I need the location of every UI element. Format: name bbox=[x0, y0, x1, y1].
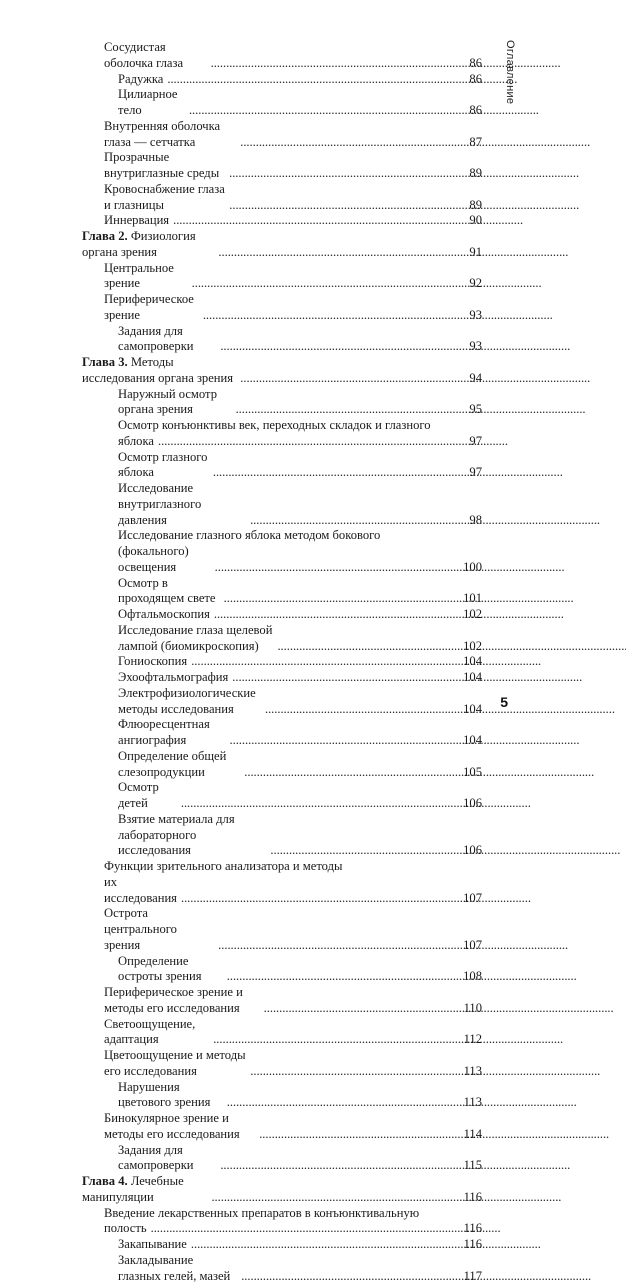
toc-page: 106 bbox=[462, 843, 482, 859]
toc-entry-blood-supply[interactable] bbox=[82, 182, 482, 214]
toc-entry-drug-administration[interactable] bbox=[82, 1206, 482, 1238]
toc-leader bbox=[189, 103, 459, 119]
toc-page: 101 bbox=[462, 591, 482, 607]
toc-page: 115 bbox=[462, 1158, 482, 1174]
toc-leader bbox=[167, 72, 459, 88]
toc-label: Радужка bbox=[118, 72, 163, 88]
toc-label: Закапывание bbox=[118, 1237, 187, 1253]
toc-page: 93 bbox=[462, 339, 482, 355]
toc-label: Осмотр в проходящем свете bbox=[118, 576, 220, 608]
toc-leader bbox=[236, 402, 459, 418]
toc-leader bbox=[240, 135, 459, 151]
toc-leader bbox=[191, 1237, 459, 1253]
toc-page: 87 bbox=[462, 135, 482, 151]
toc-entry-acuity-test[interactable] bbox=[82, 954, 482, 986]
chapter-title: Методы исследования органа зрения bbox=[82, 355, 233, 385]
toc-entry-focal-illumination[interactable] bbox=[82, 528, 482, 575]
toc-page: 107 bbox=[462, 891, 482, 907]
toc-entry-self-check-3[interactable] bbox=[82, 1143, 482, 1175]
toc-entry-gonioscopy[interactable] bbox=[82, 654, 482, 670]
toc-page: 104 bbox=[462, 670, 482, 686]
toc-entry-transmitted-light[interactable] bbox=[82, 576, 482, 608]
toc-label-line1: Функции зрительного анализатора и методы bbox=[104, 859, 482, 875]
toc-leader bbox=[158, 434, 459, 450]
toc-label: Бинокулярное зрение и методы его исследования bbox=[104, 1111, 255, 1143]
running-header-title: Оглавление bbox=[504, 40, 516, 104]
toc-leader bbox=[224, 591, 459, 607]
toc-leader bbox=[218, 245, 459, 261]
toc-leader bbox=[213, 1032, 459, 1048]
toc-leader bbox=[192, 276, 459, 292]
toc-label: Закладывание глазных гелей, мазей bbox=[118, 1253, 237, 1284]
toc-leader bbox=[227, 969, 459, 985]
toc-label: Цветоощущение и методы его исследования bbox=[104, 1048, 246, 1080]
toc-page: 107 bbox=[462, 938, 482, 954]
chapter-title: Лечебные манипуляции bbox=[82, 1174, 184, 1204]
toc-leader bbox=[241, 1269, 459, 1284]
toc-entry-ointment[interactable] bbox=[82, 1253, 482, 1284]
toc-leader bbox=[211, 1190, 459, 1206]
toc-page: 97 bbox=[462, 434, 482, 450]
toc-entry-iop[interactable] bbox=[82, 481, 482, 528]
toc-leader bbox=[215, 560, 459, 576]
toc-page: 104 bbox=[462, 733, 482, 749]
toc-entry-echo[interactable] bbox=[82, 670, 482, 686]
toc-label: яблока bbox=[118, 434, 154, 450]
toc-page: 105 bbox=[462, 765, 482, 781]
toc-leader bbox=[213, 465, 459, 481]
toc-entry-color-vision[interactable] bbox=[82, 1048, 482, 1080]
toc-leader bbox=[270, 843, 459, 859]
toc-label: Наружный осмотр органа зрения bbox=[118, 387, 232, 419]
toc-leader bbox=[173, 213, 459, 229]
toc-chapter-3[interactable] bbox=[82, 355, 482, 387]
table-of-contents bbox=[82, 40, 482, 1284]
toc-page: 97 bbox=[462, 465, 482, 481]
toc-leader bbox=[264, 1001, 459, 1017]
toc-page: 116 bbox=[462, 1221, 482, 1237]
toc-page: 106 bbox=[462, 796, 482, 812]
toc-leader bbox=[240, 371, 459, 387]
toc-label: Исследование глаза щелевой лампой (биомикроскопия) bbox=[118, 623, 273, 655]
toc-label: Периферическое зрение и методы его исследования bbox=[104, 985, 260, 1017]
toc-label: Периферическое зрение bbox=[104, 292, 199, 324]
toc-page: 89 bbox=[462, 198, 482, 214]
toc-chapter-4[interactable] bbox=[82, 1174, 482, 1206]
toc-label: Нарушения цветового зрения bbox=[118, 1080, 223, 1112]
toc-entry-choroid[interactable] bbox=[82, 40, 482, 72]
toc-label-line1: Исследование глазного яблока методом бокового bbox=[118, 528, 482, 544]
toc-entry-color-disorders[interactable] bbox=[82, 1080, 482, 1112]
toc-page: 102 bbox=[462, 639, 482, 655]
toc-entry-slit-lamp[interactable] bbox=[82, 623, 482, 655]
toc-leader bbox=[181, 796, 459, 812]
toc-leader bbox=[229, 198, 459, 214]
toc-page: 116 bbox=[462, 1237, 482, 1253]
toc-entry-instillation[interactable] bbox=[82, 1237, 482, 1253]
toc-leader bbox=[181, 891, 459, 907]
toc-page: 117 bbox=[462, 1269, 482, 1284]
toc-page: 100 bbox=[462, 560, 482, 576]
chapter-title: Физиология органа зрения bbox=[82, 229, 196, 259]
toc-leader bbox=[220, 1158, 459, 1174]
toc-entry-peripheral-vision[interactable] bbox=[82, 292, 482, 324]
toc-page: 114 bbox=[462, 1127, 482, 1143]
toc-leader bbox=[232, 670, 459, 686]
toc-leader bbox=[227, 1095, 459, 1111]
toc-page: 91 bbox=[462, 245, 482, 261]
toc-leader bbox=[191, 654, 459, 670]
toc-label: Задания для самопроверки bbox=[118, 1143, 216, 1175]
toc-page: 110 bbox=[462, 1001, 482, 1017]
chapter-number: Глава 4. bbox=[82, 1174, 128, 1188]
toc-chapter-2[interactable] bbox=[82, 229, 482, 261]
toc-label: Иннервация bbox=[104, 213, 169, 229]
toc-label: Острота центрального зрения bbox=[104, 906, 214, 953]
toc-label-line1: Введение лекарственных препаратов в конъюнктивальную bbox=[104, 1206, 482, 1222]
chapter-number: Глава 2. bbox=[82, 229, 128, 243]
toc-label: Эхоофтальмография bbox=[118, 670, 228, 686]
toc-entry-visual-acuity[interactable] bbox=[82, 906, 482, 953]
toc-label: Светоощущение, адаптация bbox=[104, 1017, 209, 1049]
toc-entry-innervation[interactable] bbox=[82, 213, 482, 229]
toc-leader bbox=[259, 1127, 459, 1143]
toc-page: 113 bbox=[462, 1064, 482, 1080]
toc-label bbox=[82, 229, 214, 261]
toc-page: 98 bbox=[462, 513, 482, 529]
toc-label: Осмотр глазного яблока bbox=[118, 450, 209, 482]
toc-page: 112 bbox=[462, 1032, 482, 1048]
toc-label: Гониоскопия bbox=[118, 654, 187, 670]
toc-leader bbox=[214, 607, 459, 623]
toc-page: 104 bbox=[462, 654, 482, 670]
toc-page: 94 bbox=[462, 371, 482, 387]
toc-entry-central-vision[interactable] bbox=[82, 261, 482, 293]
toc-label: Электрофизиологические методы исследования bbox=[118, 686, 261, 718]
toc-entry-light-adaptation[interactable] bbox=[82, 1017, 482, 1049]
toc-page: 86 bbox=[462, 72, 482, 88]
toc-label: Флюоресцентная ангиография bbox=[118, 717, 226, 749]
toc-label: Центральное зрение bbox=[104, 261, 188, 293]
toc-leader bbox=[151, 1221, 459, 1237]
toc-entry-angiography[interactable] bbox=[82, 717, 482, 749]
toc-page: 95 bbox=[462, 402, 482, 418]
toc-entry-tear-production[interactable] bbox=[82, 749, 482, 781]
toc-entry-electrophysiology[interactable] bbox=[82, 686, 482, 718]
toc-page: 86 bbox=[462, 103, 482, 119]
toc-label: Прозрачные внутриглазные среды bbox=[104, 150, 225, 182]
toc-leader bbox=[244, 765, 459, 781]
toc-entry-transparent-media[interactable] bbox=[82, 150, 482, 182]
toc-label: полость bbox=[104, 1221, 147, 1237]
toc-page: 90 bbox=[462, 213, 482, 229]
toc-label: Исследование внутриглазного давления bbox=[118, 481, 246, 528]
toc-leader bbox=[265, 702, 459, 718]
toc-entry-eyeball-exam[interactable] bbox=[82, 450, 482, 482]
toc-entry-iris[interactable] bbox=[82, 72, 482, 88]
toc-label bbox=[82, 355, 236, 387]
toc-page: 116 bbox=[462, 1190, 482, 1206]
toc-entry-ciliary-body[interactable] bbox=[82, 87, 482, 119]
toc-label-line1: Осмотр конъюнктивы век, переходных складок и глазного bbox=[118, 418, 482, 434]
toc-page: 89 bbox=[462, 166, 482, 182]
toc-leader bbox=[250, 1064, 459, 1080]
toc-page: 104 bbox=[462, 702, 482, 718]
toc-label: (фокального) освещения bbox=[118, 544, 211, 576]
toc-leader bbox=[211, 56, 459, 72]
toc-leader bbox=[250, 513, 459, 529]
toc-entry-self-check-2[interactable] bbox=[82, 324, 482, 356]
toc-label: Цилиарное тело bbox=[118, 87, 185, 119]
toc-page: 102 bbox=[462, 607, 482, 623]
toc-label: Определение остроты зрения bbox=[118, 954, 223, 986]
page-number: 5 bbox=[500, 694, 508, 710]
toc-label: Осмотр детей bbox=[118, 780, 177, 812]
toc-leader bbox=[229, 166, 459, 182]
toc-label: Определение общей слезопродукции bbox=[118, 749, 240, 781]
toc-label bbox=[82, 1174, 207, 1206]
toc-entry-visual-functions[interactable] bbox=[82, 859, 482, 906]
toc-page: 108 bbox=[462, 969, 482, 985]
toc-entry-children-exam[interactable] bbox=[82, 780, 482, 812]
toc-page: 86 bbox=[462, 56, 482, 72]
toc-label: Сосудистая оболочка глаза bbox=[104, 40, 207, 72]
toc-entry-lab-sampling[interactable] bbox=[82, 812, 482, 859]
toc-entry-conjunctiva-exam[interactable] bbox=[82, 418, 482, 450]
toc-entry-retina[interactable] bbox=[82, 119, 482, 151]
toc-entry-binocular[interactable] bbox=[82, 1111, 482, 1143]
toc-leader bbox=[203, 308, 459, 324]
toc-label: Взятие материала для лабораторного исследования bbox=[118, 812, 266, 859]
toc-leader bbox=[230, 733, 459, 749]
toc-label: Офтальмоскопия bbox=[118, 607, 210, 623]
toc-label: Задания для самопроверки bbox=[118, 324, 216, 356]
toc-entry-external-exam[interactable] bbox=[82, 387, 482, 419]
toc-page: 92 bbox=[462, 276, 482, 292]
toc-entry-ophthalmoscopy[interactable] bbox=[82, 607, 482, 623]
toc-leader bbox=[218, 938, 459, 954]
toc-label: Кровоснабжение глаза и глазницы bbox=[104, 182, 225, 214]
toc-label: их исследования bbox=[104, 875, 177, 907]
toc-entry-peripheral-methods[interactable] bbox=[82, 985, 482, 1017]
toc-page: 93 bbox=[462, 308, 482, 324]
toc-page: 113 bbox=[462, 1095, 482, 1111]
toc-leader bbox=[277, 639, 459, 655]
toc-label: Внутренняя оболочка глаза — сетчатка bbox=[104, 119, 236, 151]
toc-leader bbox=[220, 339, 459, 355]
chapter-number: Глава 3. bbox=[82, 355, 128, 369]
